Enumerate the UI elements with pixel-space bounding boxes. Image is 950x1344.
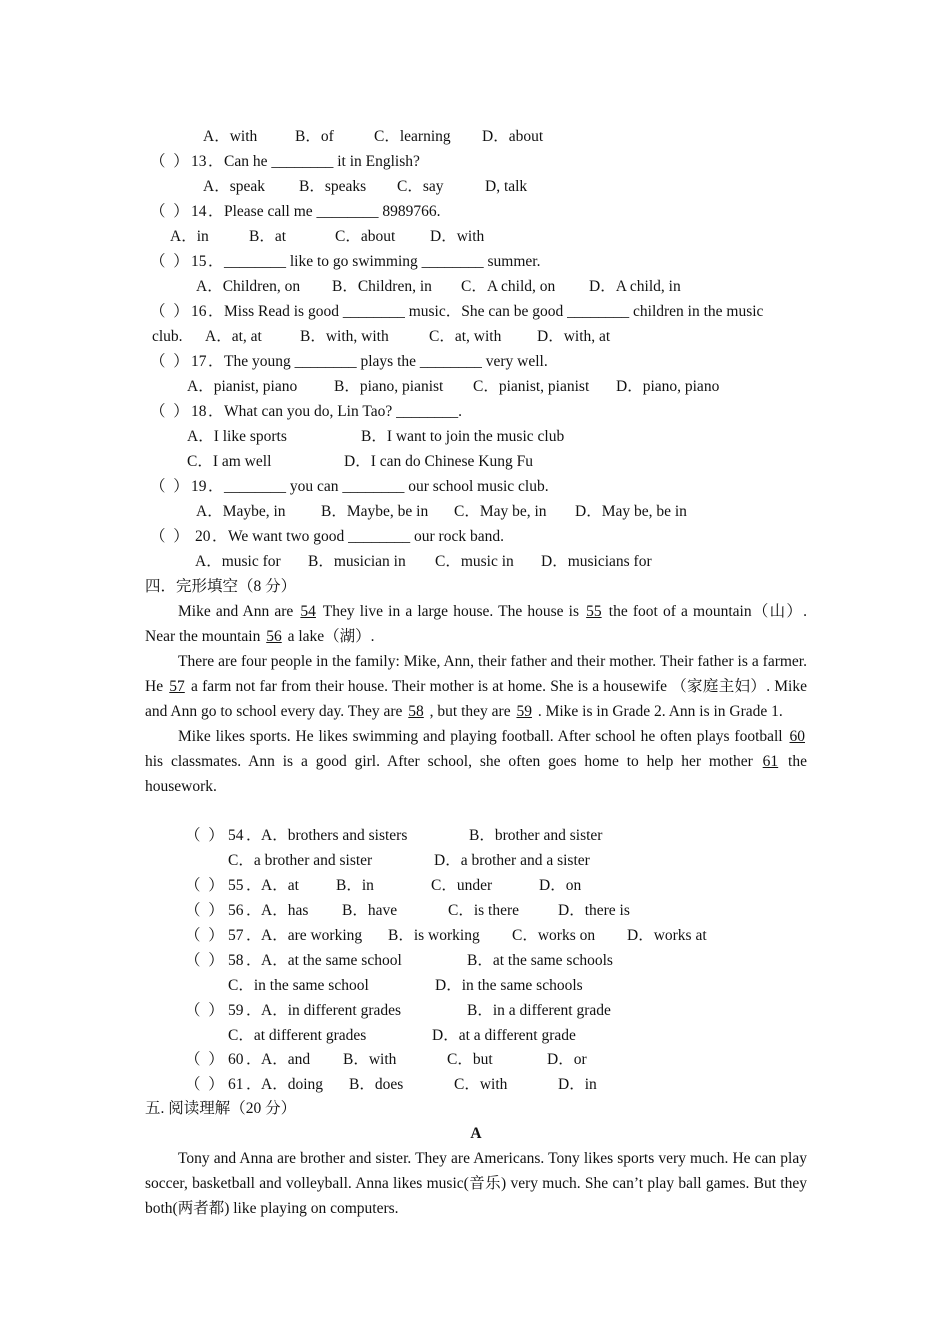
question-stem-continued: club. — [152, 328, 183, 345]
option: C．works on — [512, 927, 596, 944]
blank-61: 61 — [762, 753, 779, 770]
question-stem: Please call me ________ 8989766. — [224, 203, 441, 220]
question-number: 59 — [228, 1002, 244, 1019]
question-number: 20 — [195, 528, 211, 545]
question-number: 18 — [191, 403, 207, 420]
blank-58: 58 — [408, 703, 424, 720]
dot: ． — [212, 528, 228, 545]
blank-57: 57 — [169, 678, 185, 695]
option: B．piano, pianist — [334, 378, 444, 395]
option: C．but — [447, 1051, 493, 1068]
question-stem: The young ________ plays the ________ very well. — [224, 353, 548, 370]
option: A．music for — [195, 553, 281, 570]
option: B．I want to join the music club — [361, 428, 565, 445]
option: D．A child, in — [589, 278, 681, 295]
question-stem: ________ you can ________ our school music club. — [224, 478, 549, 495]
blank-55: 55 — [586, 603, 602, 620]
option: B．with — [343, 1051, 397, 1068]
question-number: 54 — [228, 827, 244, 844]
option: D．May be, be in — [575, 503, 687, 520]
cloze-paragraph-1: Mike and Ann are 54 They live in a large house. The house is 55 the foot of a mountain（山）. Near the mountain 56 a lake（湖）. — [145, 603, 807, 645]
option: C．a brother and sister — [228, 852, 373, 869]
dot: ． — [208, 203, 224, 220]
option: C．with — [454, 1076, 508, 1093]
answer-paren: （ ） — [150, 203, 189, 220]
question-number: 60 — [228, 1051, 244, 1068]
question-number: 58 — [228, 952, 244, 969]
dot: ． — [246, 927, 262, 944]
option: D．with — [430, 228, 485, 245]
blank-60: 60 — [789, 728, 805, 745]
cloze-paragraph-3: Mike likes sports. He likes swimming and playing football. After school he often plays football 60 his classmates. Ann is a good girl. After school, she often goes home to help her mother 61 the housework. — [145, 728, 807, 795]
dot: ． — [208, 353, 224, 370]
answer-paren: （ ） — [185, 1051, 224, 1068]
dot: ． — [208, 303, 224, 320]
passage-a-text: Tony and Anna are brother and sister. They are Americans. Tony likes sports very much. He can play soccer, basketball and volleyball. Anna likes music(音乐) very much. She can’t play ball games. But they both(两者都) like playing on computers. — [145, 1150, 807, 1217]
answer-paren: （ ） — [150, 528, 189, 545]
option: D, talk — [485, 178, 528, 195]
dot: ． — [246, 952, 262, 969]
option: B．Children, in — [332, 278, 432, 295]
option: D．musicians for — [541, 553, 652, 570]
answer-paren: （ ） — [185, 1002, 224, 1019]
dot: ． — [246, 1051, 262, 1068]
option: D．in the same schools — [435, 977, 583, 994]
answer-paren: （ ） — [150, 478, 189, 495]
option: C．learning — [374, 128, 451, 145]
section-title-reading: 五. 阅读理解（20 分） — [145, 1100, 297, 1117]
blank-56: 56 — [266, 628, 282, 645]
question-number: 19 — [191, 478, 207, 495]
option: A．in — [170, 228, 209, 245]
option: B．in a different grade — [467, 1002, 611, 1019]
answer-paren: （ ） — [150, 353, 189, 370]
question-stem: Miss Read is good ________ music．She can be good ________ children in the music — [224, 303, 764, 320]
option: C．about — [335, 228, 396, 245]
option: D．with, at — [537, 328, 611, 345]
option: C．say — [397, 178, 444, 195]
question-stem: What can you do, Lin Tao? ________. — [224, 403, 462, 420]
option: B．speaks — [299, 178, 367, 195]
option: A．and — [261, 1051, 311, 1068]
question-number: 55 — [228, 877, 244, 894]
option: A．pianist, piano — [187, 378, 298, 395]
option: B．of — [295, 128, 334, 145]
question-number: 15 — [191, 253, 207, 270]
option: B．musician in — [308, 553, 406, 570]
option: C．pianist, pianist — [473, 378, 590, 395]
option: D．a brother and a sister — [434, 852, 590, 869]
option: B．Maybe, be in — [321, 503, 429, 520]
option: D．piano, piano — [616, 378, 720, 395]
answer-paren: （ ） — [185, 952, 224, 969]
option: A．are working — [261, 927, 363, 944]
answer-paren: （ ） — [185, 1076, 224, 1093]
option: A．at — [261, 877, 299, 894]
dot: ． — [246, 1076, 262, 1093]
answer-paren: （ ） — [150, 303, 189, 320]
answer-paren: （ ） — [150, 403, 189, 420]
dot: ． — [208, 403, 224, 420]
blank-59: 59 — [516, 703, 532, 720]
question-stem: ________ like to go swimming ________ summer. — [224, 253, 541, 270]
option: B．with, with — [300, 328, 389, 345]
answer-paren: （ ） — [185, 877, 224, 894]
dot: ． — [246, 877, 262, 894]
option: A．with — [203, 128, 258, 145]
option: C．May be, in — [454, 503, 547, 520]
option: D．I can do Chinese Kung Fu — [344, 453, 533, 470]
dot: ． — [208, 153, 224, 170]
option: D．in — [558, 1076, 597, 1093]
option: C．in the same school — [228, 977, 369, 994]
question-number: 61 — [228, 1076, 244, 1093]
question-stem: We want two good ________ our rock band. — [228, 528, 504, 545]
option: C．at different grades — [228, 1027, 367, 1044]
answer-paren: （ ） — [185, 827, 224, 844]
option: A．at, at — [205, 328, 262, 345]
option: D．or — [547, 1051, 587, 1068]
question-number: 16 — [191, 303, 207, 320]
option: C．music in — [435, 553, 514, 570]
question-number: 13 — [191, 153, 207, 170]
option: C．is there — [448, 902, 520, 919]
option: B．brother and sister — [469, 827, 603, 844]
option: B．at the same schools — [467, 952, 613, 969]
dot: ． — [208, 253, 224, 270]
answer-paren: （ ） — [185, 927, 224, 944]
option: A．in different grades — [261, 1002, 402, 1019]
dot: ． — [246, 827, 262, 844]
question-number: 57 — [228, 927, 244, 944]
option: B．in — [336, 877, 374, 894]
dot: ． — [246, 902, 262, 919]
dot: ． — [208, 478, 224, 495]
option: B．does — [349, 1076, 404, 1093]
question-number: 14 — [191, 203, 207, 220]
option: A．speak — [203, 178, 265, 195]
option: D．about — [482, 128, 544, 145]
answer-paren: （ ） — [150, 253, 189, 270]
option: D．on — [539, 877, 582, 894]
question-number: 17 — [191, 353, 207, 370]
option: B．is working — [388, 927, 480, 944]
option: D．works at — [627, 927, 707, 944]
option: B．have — [342, 902, 398, 919]
option: A．Maybe, in — [196, 503, 286, 520]
cloze-paragraph-2: There are four people in the family: Mike, Ann, their father and their mother. Their father is a farmer. He 57 a farm not far from their house. Their mother is at home. She is a housewife （家庭主妇）. Mike and Ann go to school every day. They are 58 , but they are 59 . Mike is in Grade 2. Ann is in Grade 1. — [145, 653, 807, 720]
passage-a — [145, 1146, 807, 1221]
option: B．at — [249, 228, 287, 245]
question-number: 56 — [228, 902, 244, 919]
dot: ． — [246, 1002, 262, 1019]
option: A．brothers and sisters — [261, 827, 408, 844]
option: C．under — [431, 877, 493, 894]
option: C．at, with — [429, 328, 502, 345]
option: A．Children, on — [196, 278, 301, 295]
cloze-passage — [145, 599, 807, 799]
section-title-cloze: 四．完形填空（8 分） — [145, 578, 297, 595]
option: A．at the same school — [261, 952, 402, 969]
option: A．has — [261, 902, 309, 919]
question-stem: Can he ________ it in English? — [224, 153, 420, 170]
option: A．I like sports — [187, 428, 287, 445]
blank-54: 54 — [300, 603, 316, 620]
passage-a-title: A — [470, 1125, 482, 1142]
answer-paren: （ ） — [150, 153, 189, 170]
answer-paren: （ ） — [185, 902, 224, 919]
option: D．at a different grade — [432, 1027, 576, 1044]
option: C．A child, on — [461, 278, 556, 295]
option: D．there is — [558, 902, 630, 919]
option: C．I am well — [187, 453, 272, 470]
option: A．doing — [261, 1076, 324, 1093]
